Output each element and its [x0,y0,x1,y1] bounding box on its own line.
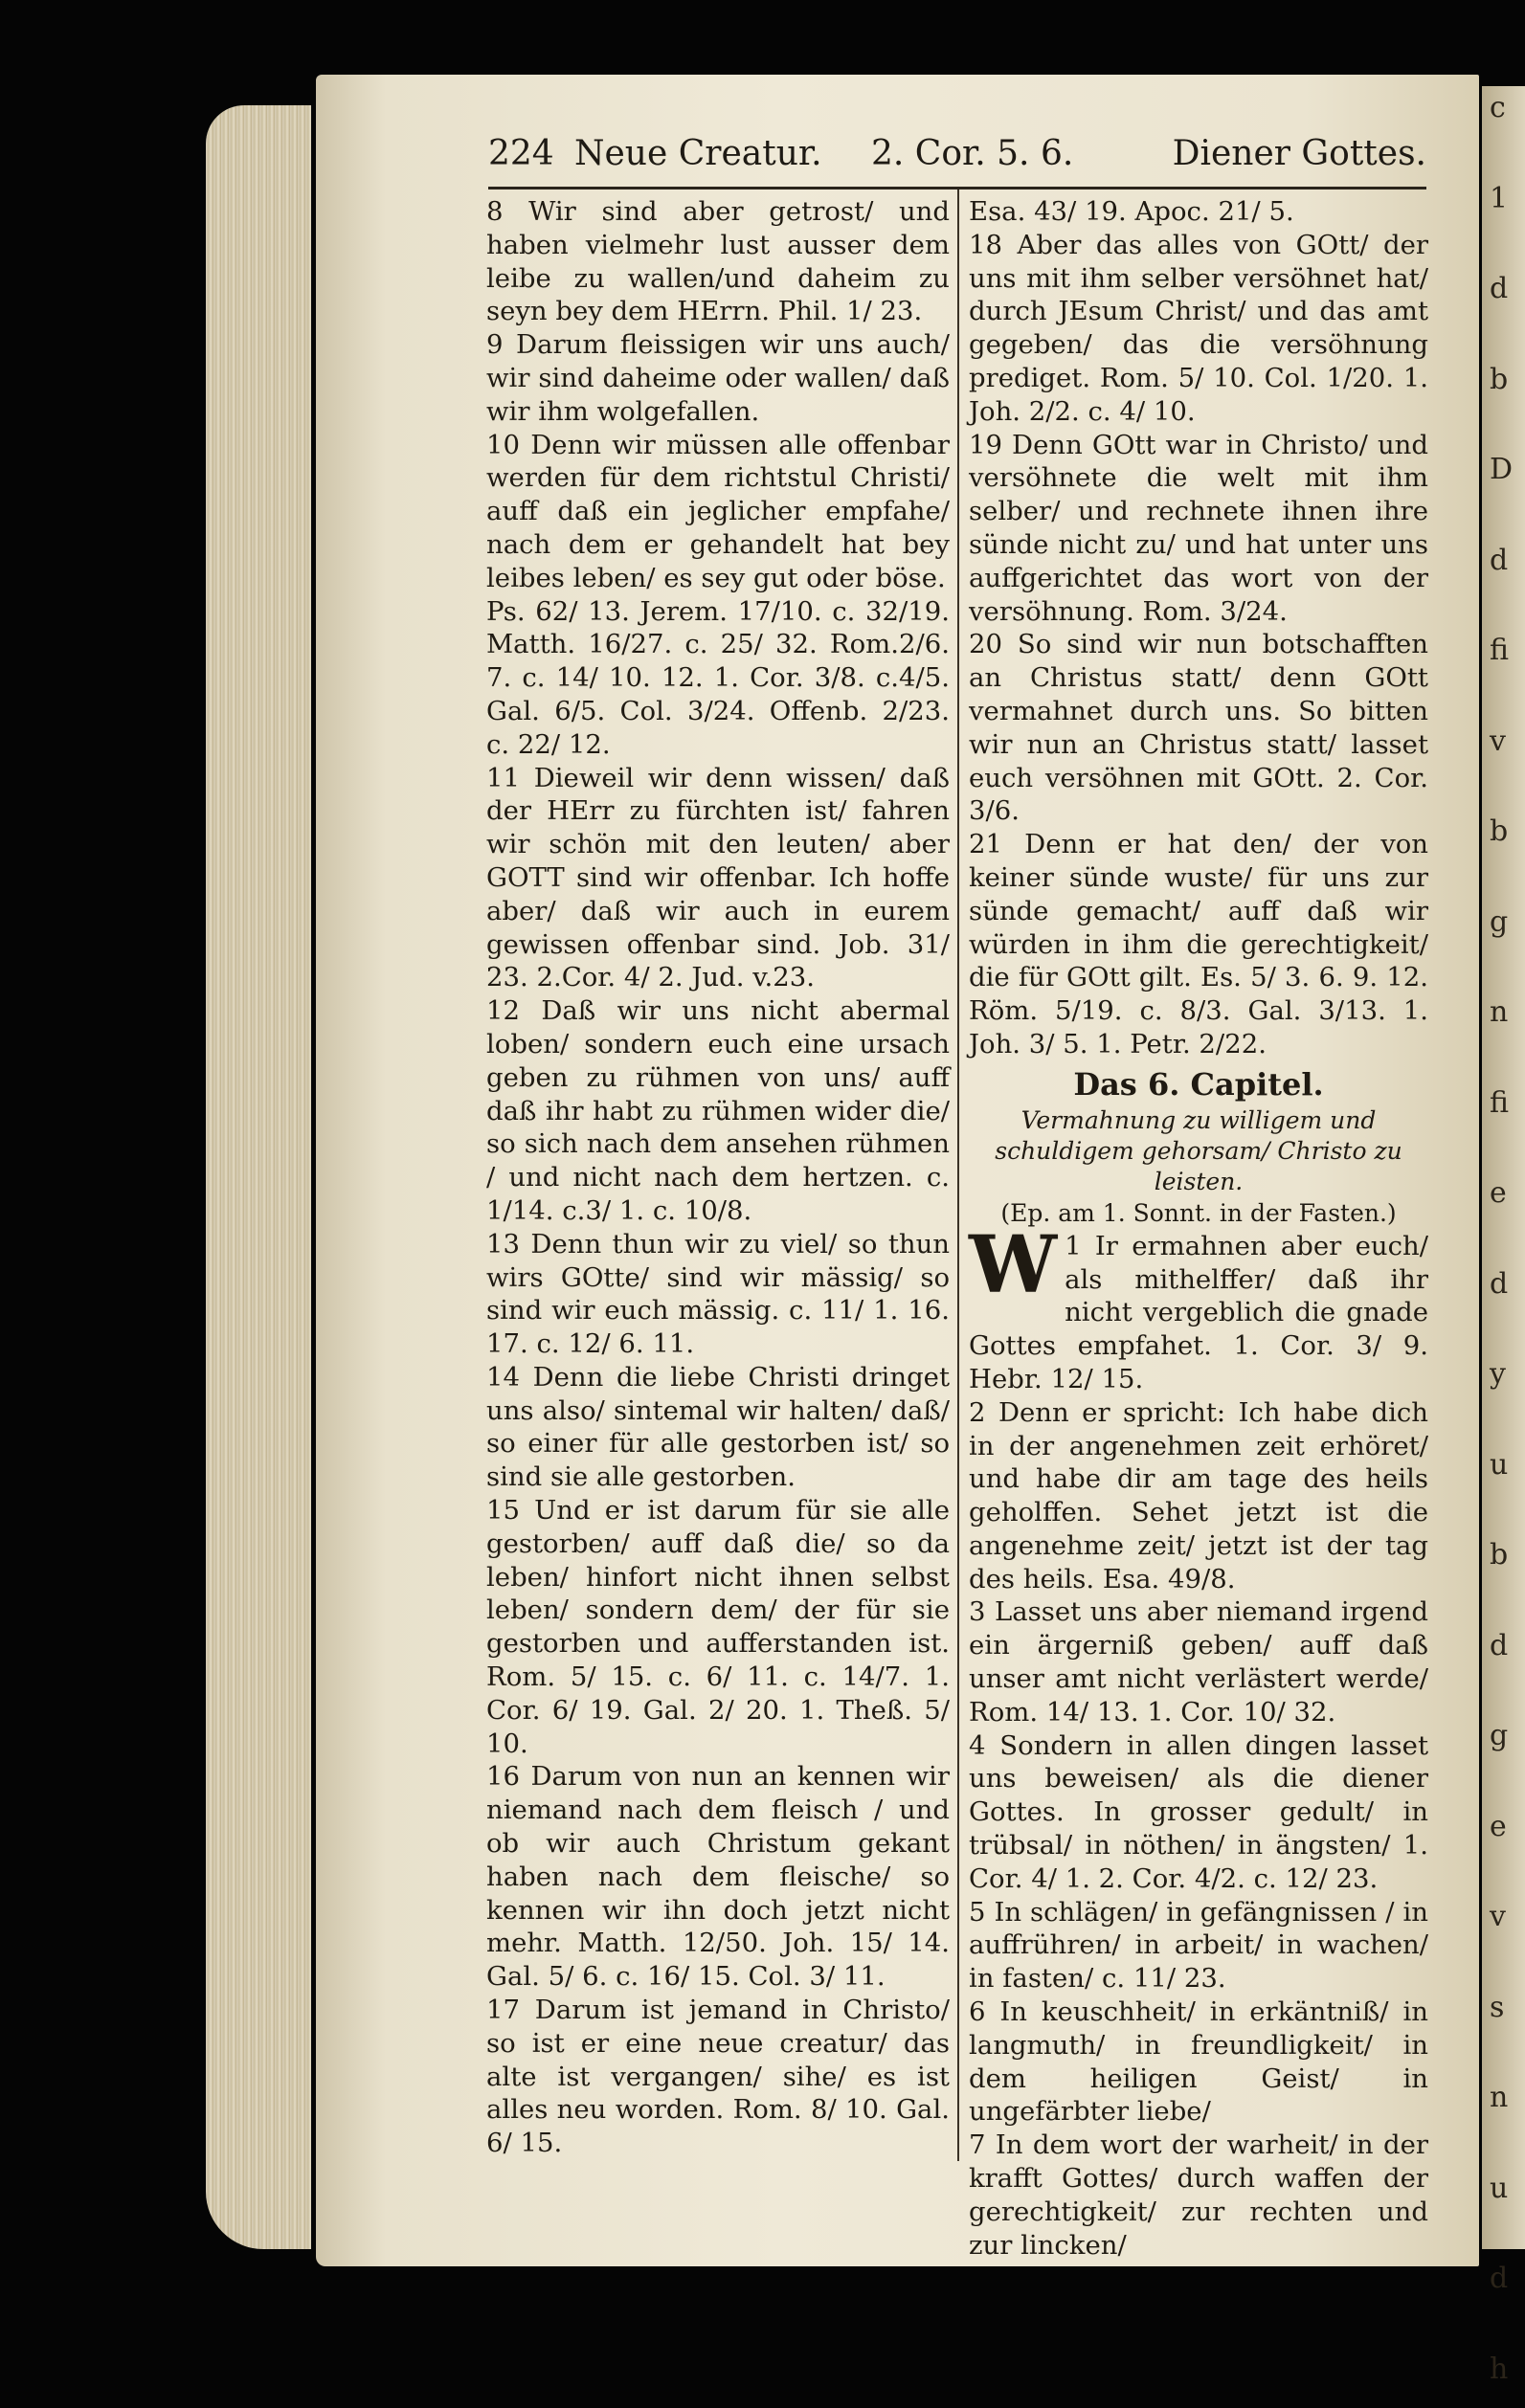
left-column [486,195,950,2160]
next-page-letter: d [1490,543,1509,577]
next-page-letter: u [1490,1447,1509,1482]
chapter-reference: 2. Cor. 5. 6. [871,134,1074,173]
verse-paragraph: 4 Sondern in allen dingen lasset uns beweisen/ als die diener Gottes. In grosser gedult/ in trübsal/ in nöthen/ in ängsten/ 1. Cor. 4/ 1. 2. Cor. 4/2. c. 12/ 23. [969,1729,1428,1894]
verse-paragraph: 21 Denn er hat den/ der von keiner sünde wuste/ für uns zur sünde gemacht/ auff daß wir würden in ihm die gerechtigkeit/ die für GOtt gilt. Es. 5/ 3. 6. 9. 12. Röm. 5/19. c. 8/3. Gal. 3/13. 1. Joh. 3/ 5. 1. Petr. 2/22. [969,829,1428,1059]
verse-paragraph: 6 In keuschheit/ in erkäntniß/ in langmuth/ in freundligkeit/ in dem heiligen Geist/ in ungefärbter liebe/ [969,1996,1428,2128]
next-page-letter: u [1490,2171,1509,2205]
first-verse [969,1218,1428,1396]
running-title: Neue Creatur. [574,134,822,173]
next-page-letter: v [1490,724,1506,758]
next-page-letter: d [1490,272,1509,305]
next-page-letter: n [1490,2081,1509,2114]
next-page-letter: v [1490,1900,1506,1933]
next-page-letter: d [1490,1266,1509,1301]
next-page-letter: h [1490,2352,1509,2386]
next-page-letter: b [1490,814,1509,848]
next-page-letter: d [1490,1628,1509,1662]
next-page-letter: fi [1490,634,1510,667]
verse-paragraph: 14 Denn die liebe Christi dringet uns also/ sintemal wir halten/ daß/ so einer für alle gestorben ist/ so sind sie alle gestorben. [486,1361,950,1493]
verse-paragraph: 15 Und er ist darum für sie alle gestorben/ auff daß die/ so da leben/ hinfort nicht ihnen selbst leben/ sondern dem/ der für sie gestorben und aufferstanden ist. Rom. 5/ 15. c. 6/ 11. c. 14/7. 1. Cor. 6/ 19. Gal. 2/ 20. 1. Theß. 5/ 10. [486,1495,950,1759]
next-page-letter: e [1490,1809,1507,1843]
next-page-letter: e [1490,1176,1507,1210]
verse-paragraph: 13 Denn thun wir zu viel/ so thun wirs GOtte/ sind wir mässig/ so sind wir euch mässig. c. 11/ 1. 16. 17. c. 12/ 6. 11. [486,1228,950,1360]
epistle-note: (Ep. am 1. Sonnt. in der Fasten.) [1000,1198,1397,1227]
verse-paragraph: 3 Lasset uns aber niemand irgend ein ärgerniß geben/ auff daß unser amt nicht verlästert werde/ Rom. 14/ 13. 1. Cor. 10/ 32. [969,1596,1428,1728]
next-page-letter: g [1490,904,1509,939]
right-column [969,195,1428,2262]
verse-paragraph: 20 So sind wir nun botschafften an Christus statt/ denn GOtt vermahnet durch uns. So bitten wir nun an Christus statt/ lasset euch versöhnen mit GOtt. 2. Cor. 3/6. [969,629,1428,827]
verse-paragraph: Ps. 62/ 13. Jerem. 17/10. c. 32/19. Matth. 16/27. c. 25/ 32. Rom.2/6. 7. c. 14/ 10. 12. 1. Cor. 3/8. c.4/5. Gal. 6/5. Col. 3/24. Offenb. 2/23. c. 22/ 12. [486,595,950,760]
page-number: 224 [488,134,554,173]
next-page-letter: D [1490,453,1514,486]
verse-paragraph: 19 Denn GOtt war in Christo/ und versöhnete die welt mit ihm selber/ und rechnete ihnen ihre sünde nicht zu/ und hat unter uns auffgerichtet das wort von der versöhnung. Rom. 3/24. [969,429,1428,627]
verse-paragraph: 11 Dieweil wir denn wissen/ daß der HErr zu fürchten ist/ fahren wir schön mit den leuten/ aber GOTT sind wir offenbar. Ich hoffe aber/ daß wir auch in eurem gewissen offenbar sind. Job. 31/ 23. 2.Cor. 4/ 2. Jud. v.23. [486,762,950,993]
next-page-letter: d [1490,2262,1509,2295]
next-page-letter: s [1490,1990,1505,2024]
verse-paragraph: 8 Wir sind aber getrost/ und haben vielmehr lust ausser dem leibe zu wallen/und daheim zu seyn bey dem HErrn. Phil. 1/ 23. [486,196,950,327]
book-page-edges [206,105,311,2249]
chapter-title: Das 6. Capitel. [1073,1065,1324,1103]
next-page-letter: y [1490,1357,1506,1391]
chapter-summary: Vermahnung zu willigem und schuldigem gehorsam/ Christo zu leisten. [995,1105,1402,1195]
next-page-letter: b [1490,362,1509,396]
next-page-letter: fi [1490,1085,1510,1120]
verse-paragraph: Esa. 43/ 19. Apoc. 21/ 5. [969,196,1294,227]
verse-paragraph: 12 Daß wir uns nicht abermal loben/ sondern euch eine ursach geben zu rühmen von uns/ auff daß ihr habt zu rühmen wider die/ so sich nach dem ansehen rühmen / und nicht nach dem hertzen. c. 1/14. c.3/ 1. c. 10/8. [486,995,950,1226]
verse-paragraph: 17 Darum ist jemand in Christo/ so ist er eine neue creatur/ das alte ist vergangen/ sihe/ es ist alles neu worden. Rom. 8/ 10. Gal. 6/ 15. [486,1995,950,2159]
right-running-title: Diener Gottes. [1172,134,1426,173]
next-page-letter: n [1490,995,1509,1029]
next-page-fragment [1482,86,1525,2386]
next-page-letter: g [1490,1719,1509,1752]
verse-paragraph: 5 In schlägen/ in gefängnissen / in auffrühren/ in arbeit/ in wachen/ in fasten/ c. 11/ 23. [969,1896,1428,1995]
verse-paragraph: 18 Aber das alles von GOtt/ der uns mit ihm selber versöhnet hat/ durch JEsum Christ/ und das amt gegeben/ das die versöhnung prediget. Rom. 5/ 10. Col. 1/20. 1. Joh. 2/2. c. 4/ 10. [969,229,1428,427]
verse-paragraph: 9 Darum fleissigen wir uns auch/ wir sind daheime oder wallen/ daß wir ihm wolgefallen. [486,329,950,427]
verse-paragraph: 7 In dem wort der warheit/ in der krafft Gottes/ durch waffen der gerechtigkeit/ zur rechten und zur lincken/ [969,2129,1428,2261]
verse-paragraph: 10 Denn wir müssen alle offenbar werden für dem richtstul Christi/ auff daß ein jeglicher empfahe/ nach dem er gehandelt hat bey leibes leben/ es sey gut oder böse. [486,429,950,593]
first-verse-text: 1 Ir ermahnen aber euch/ als mithelffer/ daß ihr nicht vergeblich die gnade Gottes empfahet. 1. Cor. 3/ 9. Hebr. 12/ 15. [969,1230,1428,1394]
column-divider [957,190,959,2161]
verse-paragraph: 16 Darum von nun an kennen wir niemand nach dem fleisch / und ob wir auch Christum gekant haben nach dem fleische/ so kennen wir ihn doch jetzt nicht mehr. Matth. 12/50. Joh. 15/ 14. Gal. 5/ 6. c. 16/ 15. Col. 3/ 11. [486,1761,950,1993]
next-page-text [1482,86,1525,2392]
page-header [488,134,1426,184]
verse-paragraph: 2 Denn er spricht: Ich habe dich in der angenehmen zeit erhöret/ und habe dir am tage des heils geholffen. Sehet jetzt ist die angenehme zeit/ jetzt ist der tag des heils. Esa. 49/8. [969,1396,1428,1594]
next-page-letter: c [1490,91,1506,124]
next-page-letter: b [1490,1538,1509,1572]
dropcap-initial: W [969,1218,1058,1311]
next-page-letter: 1 [1490,181,1509,215]
